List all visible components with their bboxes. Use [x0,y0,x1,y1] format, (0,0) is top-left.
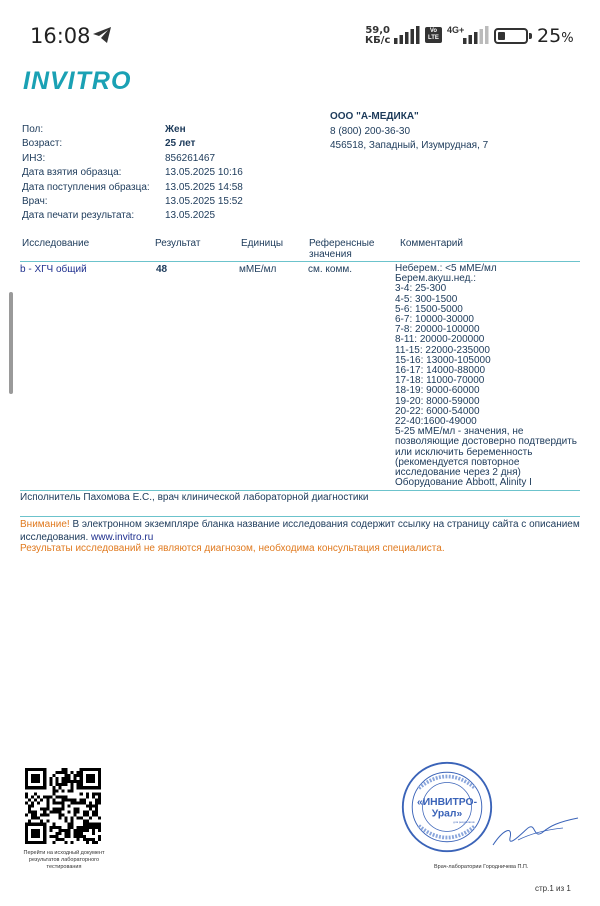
status-time: 16:08 [30,24,91,48]
info-label: Возраст: [22,138,63,150]
head-caption: Врач-лаборатории Городничева П.П. [434,864,529,870]
info-value: Жен [165,124,186,135]
test-units: мМЕ/мл [239,264,277,275]
qr-code[interactable] [25,768,101,844]
notice [20,519,585,544]
comment-line: 20-22: 6000-54000 [395,405,480,417]
table-bottom-divider [20,490,580,491]
info-label: Дата поступления образца: [22,181,150,193]
info-row-age [22,138,322,152]
signal-strength-icon [394,26,420,44]
patient-info [22,124,322,225]
comment-line: 22-40:1600-49000 [395,416,477,428]
info-value: 13.05.2025 10:16 [165,167,243,179]
header-units: Единицы [241,238,284,249]
comment-line: 3-4: 25-300 [395,283,447,295]
info-row-inz [22,153,322,167]
executor: Исполнитель Пахомова Е.С., врач клинической лабораторной диагностики [20,492,369,503]
info-value: 13.05.2025 14:58 [165,181,243,193]
comment-line: 15-16: 13000-105000 [395,354,491,366]
comment-line: 5-6: 1500-5000 [395,303,463,315]
svg-text:Урал»: Урал» [431,808,463,820]
status-bar [0,0,600,72]
scroll-indicator[interactable] [9,292,13,394]
test-reference: см. комм. [308,264,353,275]
comment-line: (рекомендуется повторное [395,456,520,468]
info-value: 13.05.2025 [165,210,216,222]
notice-divider [20,516,580,517]
network-speed: 59,0 КБ/с [365,25,391,46]
info-row-print-date [22,210,322,224]
header-result: Результат [155,238,201,249]
invitro-logo: INVITRO [23,67,132,95]
header-reference: Референсные значения [309,238,375,260]
comment-line: позволяющие достоверно подтвердить [395,436,577,448]
comment-line: или исключить беременность [395,446,533,458]
notice-warning: Внимание! [20,519,70,530]
comment-line: Неберем.: <5 мМЕ/мл [395,263,497,274]
info-value: 856261467 [165,152,216,164]
battery-icon [494,28,528,44]
info-label: Дата взятия образца: [22,167,122,179]
info-row-sample-date [22,167,322,181]
test-comment [395,264,585,488]
comment-line: 17-18: 11000-70000 [395,375,485,387]
lab-address: 456518, Западный, Изумрудная, 7 [330,140,489,151]
signal-strength-icon-2 [463,26,489,44]
info-value: 13.05.2025 15:52 [165,195,243,207]
test-name-link[interactable]: b - ХГЧ общий [20,264,87,275]
telegram-icon [92,26,112,44]
header-test: Исследование [22,238,90,249]
comment-line: исследование через 2 дня) [395,467,521,479]
comment-line: 5-25 мМЕ/мл - значения, не [395,426,524,438]
comment-line: 19-20: 8000-59000 [395,395,480,407]
comment-line: Оборудование Abbott, Alinity I [395,477,532,489]
info-row-received-date [22,182,322,196]
info-label: Врач: [22,195,48,207]
info-row-doctor [22,196,322,210]
lab-name: ООО "А-МЕДИКА" [330,111,419,122]
header-comment: Комментарий [400,238,463,249]
battery-level [498,32,505,40]
svg-text:для результатов: для результатов [453,819,475,824]
comment-line: 8-11: 20000-200000 [395,334,485,346]
table-divider [20,261,580,262]
signature [488,810,583,855]
comment-line: 7-8: 20000-100000 [395,324,480,336]
lab-phone: 8 (800) 200-36-30 [330,126,411,137]
svg-text:«ИНВИТРО-: «ИНВИТРО- [416,797,478,809]
page-number: стр.1 из 1 [535,884,571,893]
invitro-link[interactable]: www.invitro.ru [91,531,154,543]
notice-text: В электронном экземпляре бланка название исследования содержит ссылку на страницу сайта с описанием исследования. [20,519,580,543]
volte-icon: Vo LTE [425,27,442,43]
test-result: 48 [156,264,168,275]
info-label: Пол: [22,124,44,135]
comment-line: 18-19: 9000-60000 [395,385,480,397]
comment-line: Берем.акуш.нед.: [395,273,477,285]
info-label: ИНЗ: [22,152,46,164]
qr-caption: Перейти на исходный документ результатов лабораторного тестирования [23,850,105,870]
network-type: 4G+ [447,25,465,35]
info-row-sex [22,124,322,138]
info-label: Дата печати результата: [22,210,135,222]
comment-line: 4-5: 300-1500 [395,293,458,305]
battery-tip [529,33,532,39]
disclaimer: Результаты исследований не являются диагнозом, необходима консультация специалиста. [20,543,445,554]
comment-line: 11-15: 22000-235000 [395,344,490,356]
comment-line: 16-17: 14000-88000 [395,365,486,377]
battery-percent: 25% [537,25,574,47]
comment-line: 6-7: 10000-30000 [395,314,474,326]
info-value: 25 лет [165,138,196,150]
stamp-seal [400,760,494,854]
